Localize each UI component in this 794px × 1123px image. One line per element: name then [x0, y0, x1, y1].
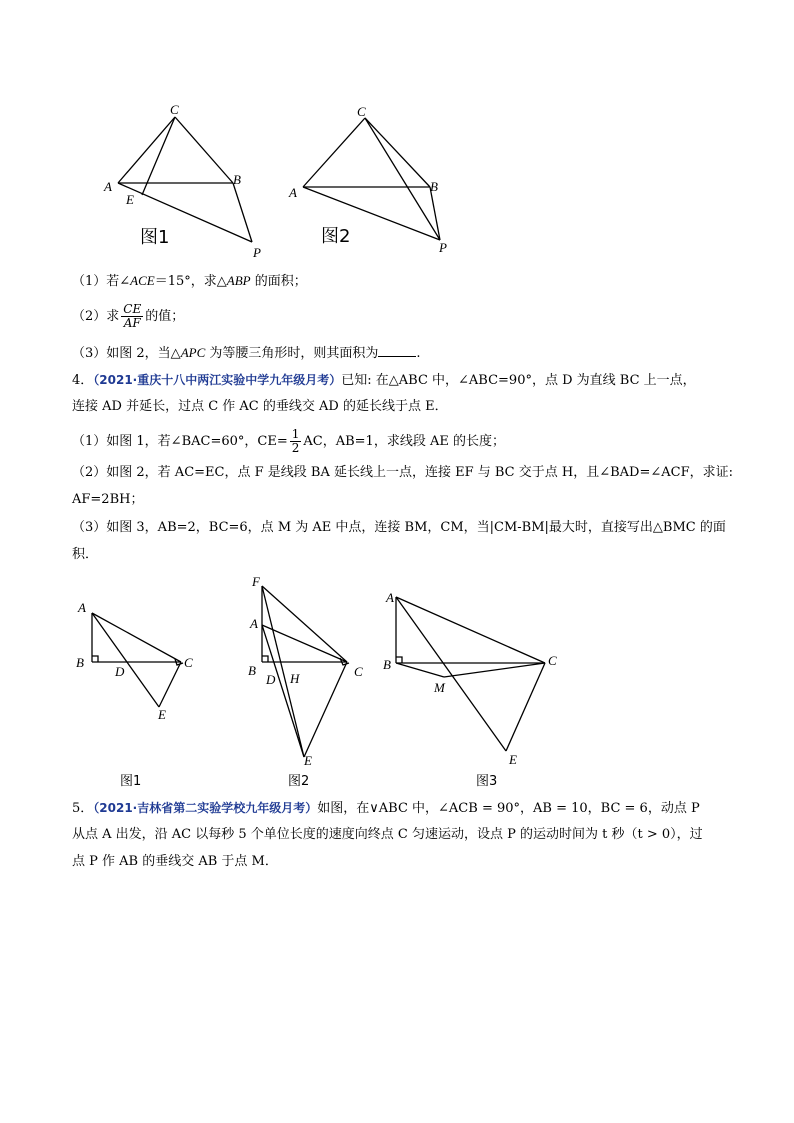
figure-1-top: [100, 100, 280, 265]
figure-caption: 图3: [476, 774, 498, 789]
label-p: P: [439, 240, 447, 255]
figure-3-mid: [380, 585, 580, 795]
label-b: B: [248, 663, 256, 678]
figure-1-mid: [72, 595, 212, 795]
label-c: C: [357, 104, 366, 119]
q4-source: （2021·重庆十八中两江实验中学九年级月考）: [93, 373, 342, 387]
label-c: C: [548, 653, 557, 668]
figure-caption: 图2: [288, 774, 310, 789]
fraction-one-half: $\frac{1}{2}$: [291, 427, 300, 455]
q4-part3-line1: （3）如图 3，AB=2，BC=6，点 M 为 AE 中点，连接 BM，CM，当|CM-BM|最大时，直接写出△BMC 的面: [72, 520, 726, 535]
q4-part1: （1）如图 1，若∠BAC=60°，CE= $\frac{1}{2}$ AC，AB=1，求线段 AE 的长度；: [72, 427, 505, 455]
label-c: C: [170, 102, 179, 117]
q4-part3-line2: 积．: [72, 547, 99, 562]
label-a: A: [386, 590, 394, 605]
figure-caption: 图1: [140, 227, 170, 248]
label-c: C: [354, 664, 363, 679]
q4-line2: 连接 AD 并延长，过点 C 作 AC 的垂线交 AD 的延长线于点 E．: [72, 399, 448, 414]
figure-1-mid-diagram: [72, 595, 212, 795]
fraction-ce-af: $\frac{CE}{AF}$: [123, 302, 142, 330]
label-e: E: [158, 707, 166, 722]
figure-1-top-diagram: [100, 100, 280, 265]
q5-line2: 从点 A 出发，沿 AC 以每秒 5 个单位长度的速度向终点 C 匀速运动，设点 P 的运动时间为 t 秒（t > 0），过: [72, 827, 703, 842]
figure-caption: 图1: [120, 774, 142, 789]
label-a: A: [104, 179, 112, 194]
label-a: A: [250, 616, 258, 631]
q3-part1: （1）若∠ACE＝15°，求△ABP 的面积；: [72, 273, 307, 289]
label-b: B: [76, 655, 84, 670]
figure-2-top-diagram: [285, 100, 465, 265]
figure-2-mid-diagram: [242, 570, 382, 795]
label-e: E: [126, 192, 134, 207]
label-e: E: [304, 753, 312, 768]
label-f: F: [252, 574, 260, 589]
figure-2-mid: [242, 570, 382, 795]
figure-caption: 图2: [321, 226, 351, 247]
figure-3-mid-diagram: [380, 585, 580, 795]
q3-part3: （3）如图 2，当△APC 为等腰三角形时，则其面积为 .: [72, 345, 421, 361]
q5-line3: 点 P 作 AB 的垂线交 AB 于点 M．: [72, 854, 278, 869]
label-p: P: [253, 245, 261, 260]
label-b: B: [233, 172, 241, 187]
q5-line1: 5．（2021·吉林省第二实验学校九年级月考）如图，在∨ABC 中，∠ACB = 90°，AB = 10，BC = 6，动点 P: [72, 801, 700, 816]
q5-source: （2021·吉林省第二实验学校九年级月考）: [93, 801, 318, 815]
q4-part2-line1: （2）如图 2，若 AC=EC，点 F 是线段 BA 延长线上一点，连接 EF 与 BC 交于点 H，且∠BAD=∠ACF，求证:: [72, 465, 733, 480]
label-a: A: [289, 185, 297, 200]
label-a: A: [78, 600, 86, 615]
q4-part2-line2: AF=2BH；: [72, 492, 144, 507]
q4-line1: 4．（2021·重庆十八中两江实验中学九年级月考）已知: 在△ABC 中，∠ABC=90°，点 D 为直线 BC 上一点，: [72, 373, 696, 388]
figure-2-top: [285, 100, 465, 265]
q3-part2: （2）求 $\frac{CE}{AF}$ 的值；: [72, 302, 185, 330]
label-m: M: [434, 680, 445, 695]
label-e: E: [509, 752, 517, 767]
label-c: C: [184, 655, 193, 670]
label-b: B: [383, 657, 391, 672]
label-d: D: [115, 664, 125, 679]
label-h: H: [290, 671, 300, 686]
label-d: D: [266, 672, 276, 687]
answer-blank[interactable]: [378, 344, 416, 357]
label-b: B: [430, 179, 438, 194]
